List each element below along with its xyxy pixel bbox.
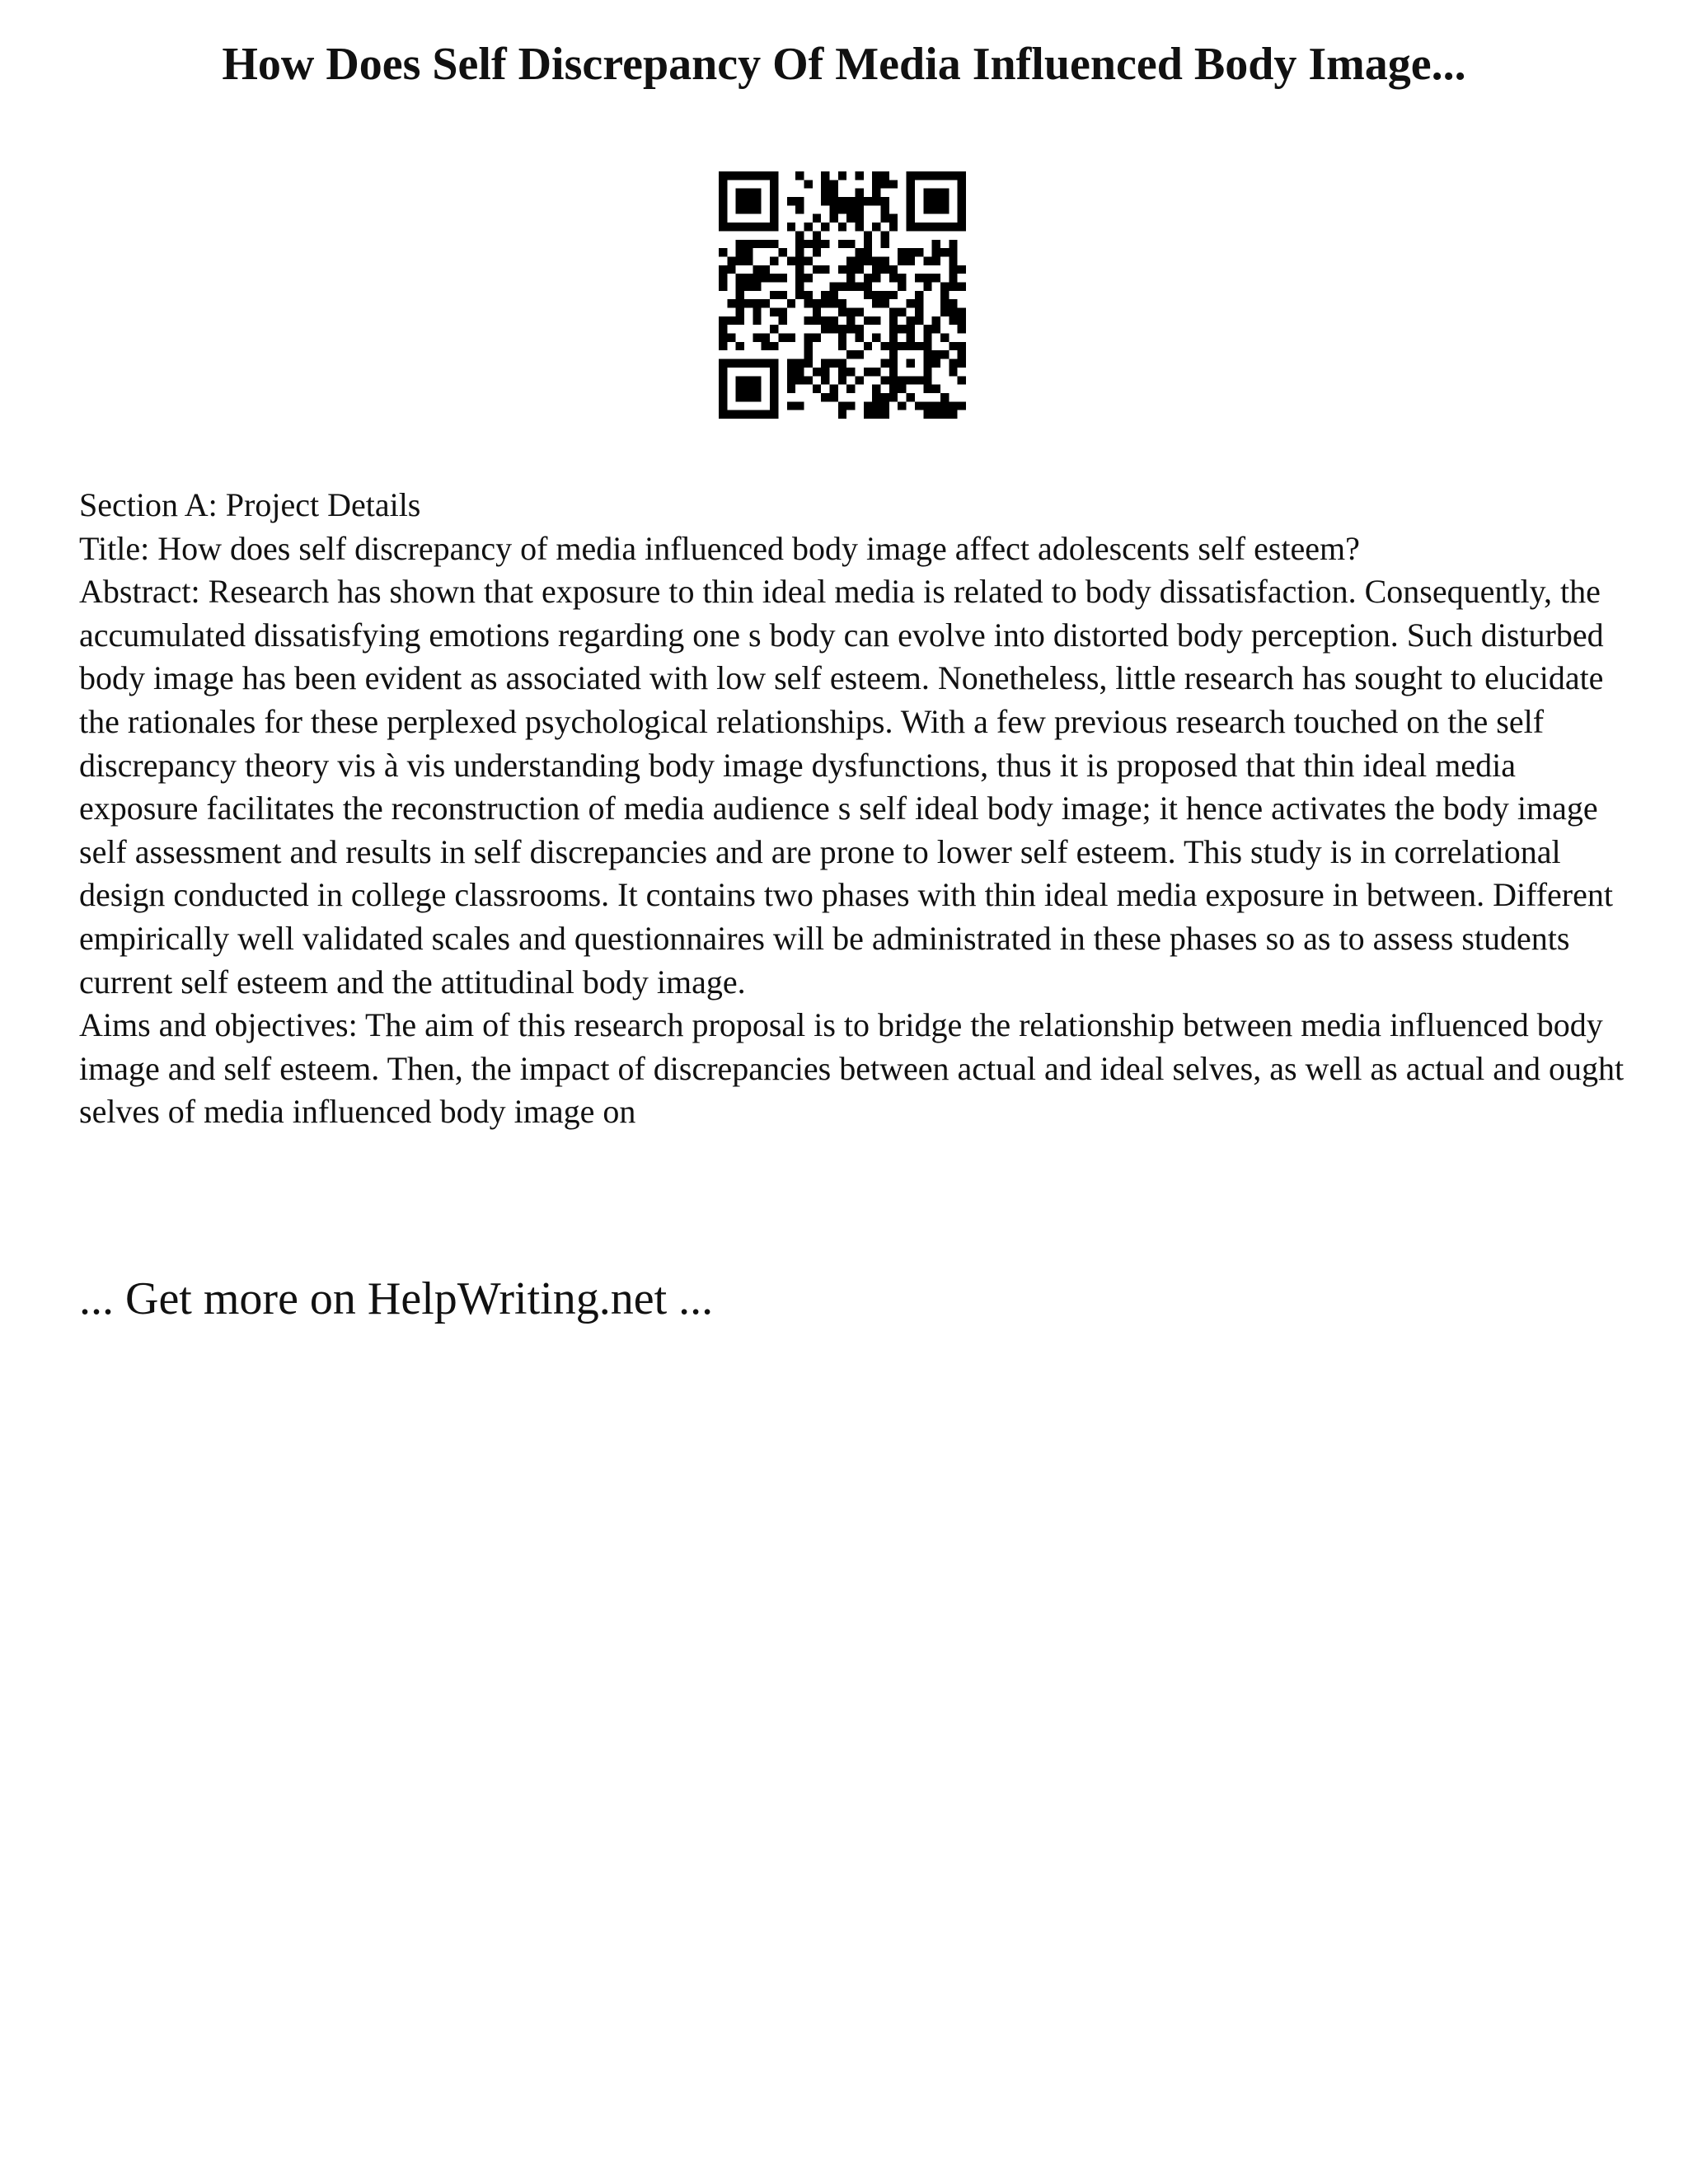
- abstract-paragraph: Abstract: Research has shown that exposure to thin ideal media is related to body dissatisfaction. Consequently, the accumulated dissatisfying emotions regarding one s body can evolve into distorted body perception. Such disturbed body image has been evident as associated with low self esteem. Nonetheless, little research has sought to elucidate the rationales for these perplexed psychological relationships. With a few previous research touched on the self discrepancy theory vis à vis understanding body image dysfunctions, thus it is proposed that thin ideal media exposure facilitates the reconstruction of media audience s self ideal body image; it hence activates the body image self assessment and results in self discrepancies and are prone to lower self esteem. This study is in correlational design conducted in college classrooms. It contains two phases with thin ideal media exposure in between. Different empirically well validated scales and questionnaires will be administrated in these phases so as to assess students current self esteem and the attitudinal body image.: [79, 573, 1613, 1001]
- qr-code-icon: [719, 171, 966, 419]
- document-body: [79, 484, 1629, 1134]
- aims-paragraph: Aims and objectives: The aim of this research proposal is to bridge the relationship between media influenced body image and self esteem. Then, the impact of discrepancies between actual and ideal selves, as well as actual and ought selves of media influenced body image on: [79, 1006, 1625, 1131]
- title-paragraph: Title: How does self discrepancy of media influenced body image affect adolescents self esteem?: [79, 529, 1360, 567]
- get-more-link[interactable]: ... Get more on HelpWriting.net ...: [79, 1273, 714, 1324]
- section-heading: Section A: Project Details: [79, 486, 421, 523]
- page-title: How Does Self Discrepancy Of Media Influenced Body Image...: [222, 39, 1466, 90]
